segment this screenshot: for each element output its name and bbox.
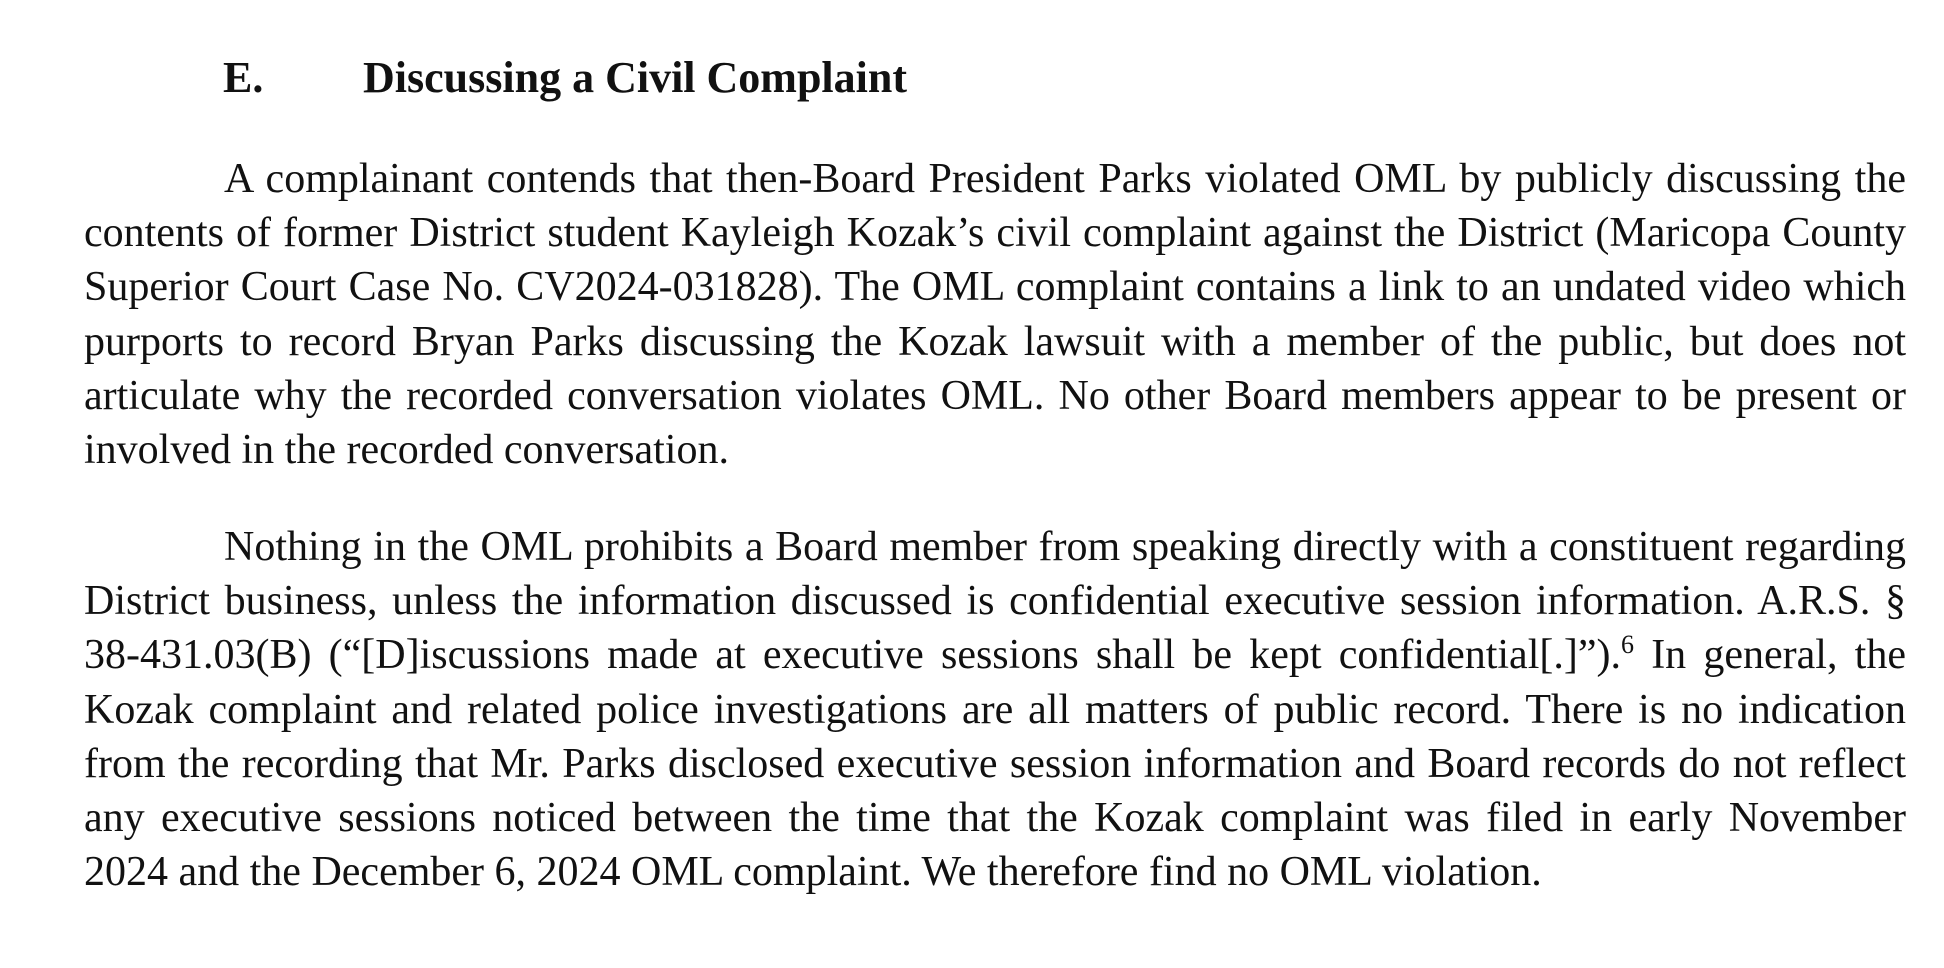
paragraph-1: A complainant contends that then-Board President Parks violated OML by publicly discussing the contents of former District student Kayleigh Kozak’s civil complaint against the District (Maricopa County Superior Court Case No. CV2024-031828). The OML complaint contains a link to an undated video which purports to record Bryan Parks discussing the Kozak lawsuit with a member of the public, but does not articulate why the recorded conversation violates OML. No other Board members appear to be present or involved in the recorded conversation. [84,156,1906,474]
paragraph-2 [84,520,1906,899]
paragraph-2-text-after-footnote: In general, the Kozak complaint and related police investigations are all matters of public record. There is no indication from the recording that Mr. Parks disclosed executive session information and Board records do not reflect any executive sessions noticed between the time that the Kozak complaint was filed in early November 2024 and the December 6, 2024 OML complaint. We therefore find no OML violation. [84,632,1906,896]
section-title: Discussing a Civil Complaint [363,53,907,102]
footnote-marker: 6 [1620,630,1634,660]
section-number: E. [223,53,264,102]
section-heading [223,50,907,106]
paragraph-2-text-before-footnote: Nothing in the OML prohibits a Board member from speaking directly with a constituent regarding District business, unless the information discussed is confidential executive session information. A.R.S. § 38-431.03(B) (“[D]iscussions made at executive sessions shall be kept confidential[.]”). [84,524,1906,679]
